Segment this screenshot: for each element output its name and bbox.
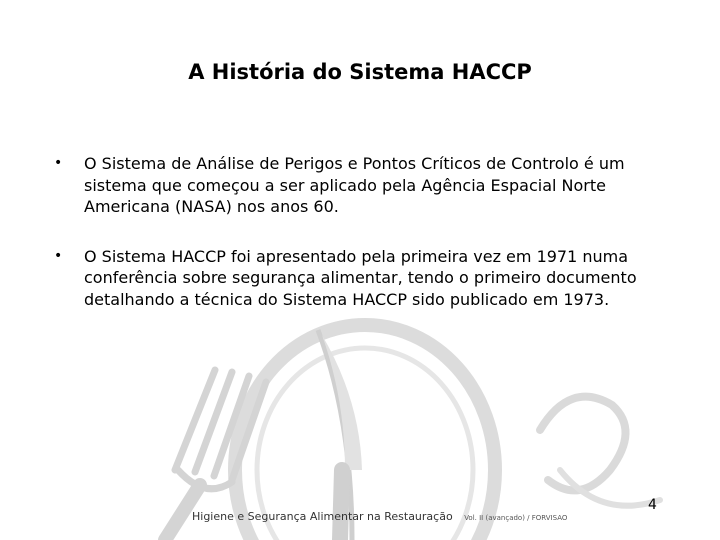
bullet-text: O Sistema de Análise de Perigos e Pontos Críticos de Controlo é um sistema que começou a ser aplicado pela Agência Espacial Norte Americana (NASA) nos anos 60. <box>84 154 625 216</box>
page-number: 4 <box>648 497 657 513</box>
bullet-text: O Sistema HACCP foi apresentado pela primeira vez em 1971 numa conferência sobre segurança alimentar, tendo o primeiro documento detalhando a técnica do Sistema HACCP sido publicado em 1973. <box>84 246 637 309</box>
bullet-dot: • <box>54 155 63 171</box>
bullet-dot: • <box>54 247 63 264</box>
footer-text: Higiene e Segurança Alimentar na Restauração <box>192 510 453 523</box>
slide-title: A História do Sistema HACCP <box>188 60 532 84</box>
bullet-list <box>54 153 674 338</box>
bullet-item <box>54 246 674 311</box>
footer-subtext: Vol. II (avançado) / FORVISAO <box>464 514 568 522</box>
footer <box>192 510 567 523</box>
bullet-item <box>54 153 674 218</box>
